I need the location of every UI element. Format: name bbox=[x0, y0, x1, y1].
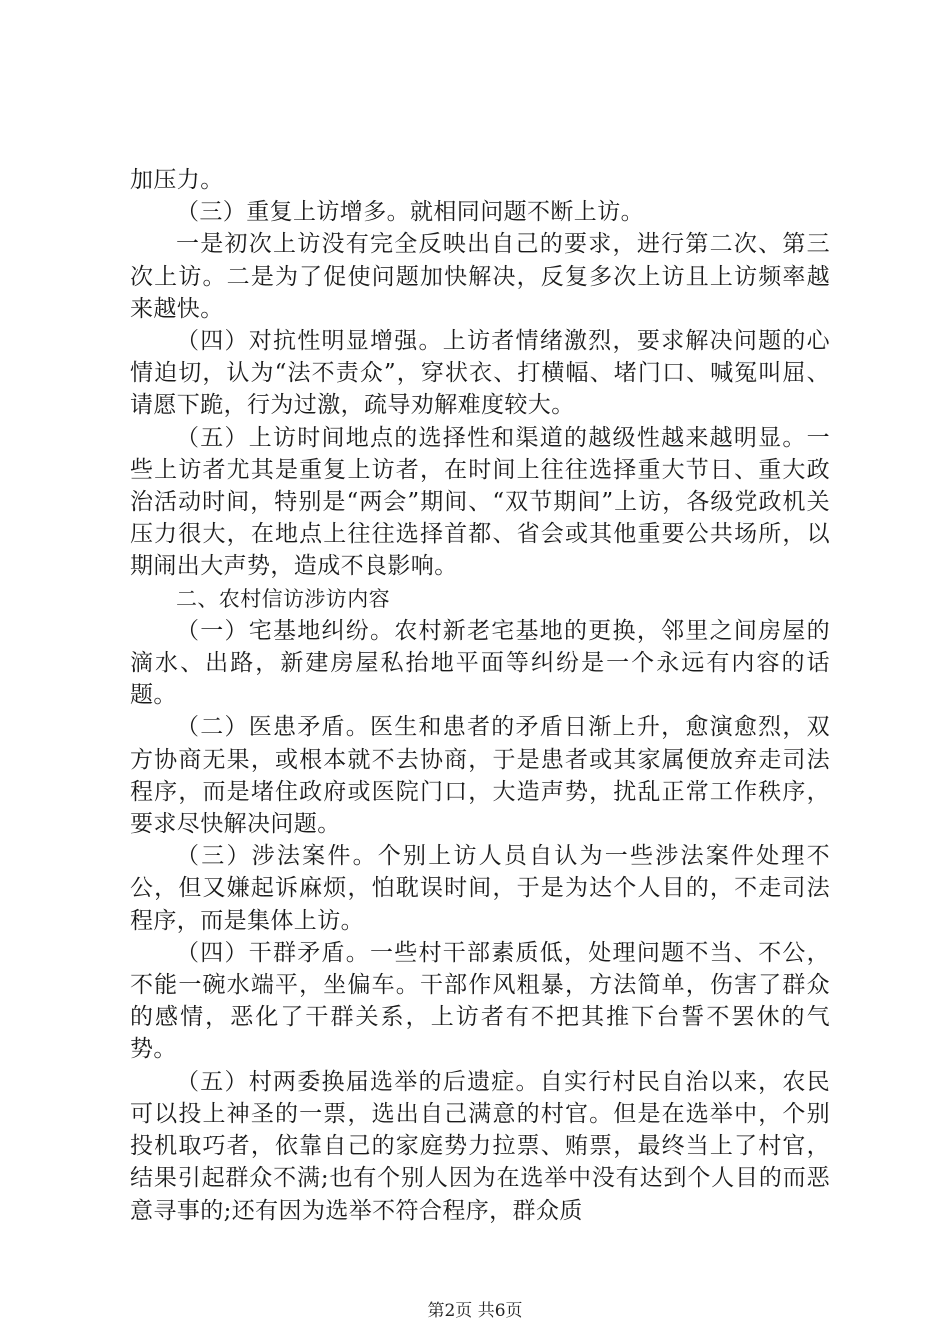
page-number: 第2页 共6页 bbox=[427, 1301, 523, 1321]
paragraph-repeat-reasons: 一是初次上访没有完全反映出自己的要求，进行第二次、第三次上访。二是为了促使问题加快解决，反复多次上访且上访频率越来越快。 bbox=[130, 231, 830, 322]
paragraph-election: （五）村两委换届选举的后遗症。自实行村民自治以来，农民可以投上神圣的一票，选出自己满意的村官。但是在选举中，个别投机取巧者，依靠自己的家庭势力拉票、贿票，最终当上了村官，结果引起群众不满;也有个别人因为在选举中没有达到个人目的而恶意寻事的;还有因为选举不符合程序，群众质 bbox=[130, 1068, 830, 1224]
paragraph-doctor-patient: （二）医患矛盾。医生和患者的矛盾日渐上升，愈演愈烈，双方协商无果，或根本就不去协商，于是患者或其家属便放弃走司法程序，而是堵住政府或医院门口，大造声势，扰乱正常工作秩序，要求尽快解决问题。 bbox=[130, 714, 830, 838]
paragraph-cadre-conflict: （四）干群矛盾。一些村干部素质低，处理问题不当、不公，不能一碗水端平，坐偏车。干部作风粗暴，方法简单，伤害了群众的感情，恶化了干群关系，上访者有不把其推下台誓不罢休的气势。 bbox=[130, 939, 830, 1063]
paragraph-legal-cases: （三）涉法案件。个别上访人员自认为一些涉法案件处理不公，但又嫌起诉麻烦，怕耽误时间，于是为达个人目的，不走司法程序，而是集体上访。 bbox=[130, 843, 830, 934]
paragraph-continuation: 加压力。 bbox=[130, 167, 224, 193]
section-heading: 二、农村信访涉访内容 bbox=[176, 586, 390, 611]
document-body bbox=[130, 164, 830, 1227]
paragraph-homestead: （一）宅基地纠纷。农村新老宅基地的更换，邻里之间房屋的滴水、出路，新建房屋私抬地平面等纠纷是一个永远有内容的话题。 bbox=[130, 617, 830, 709]
paragraph-time-place: （五）上访时间地点的选择性和渠道的越级性越来越明显。一些上访者尤其是重复上访者，在时间上往往选择重大节日、重大政治活动时间，特别是“两会”期间、“双节期间”上访，各级党政机关压力很大，在地点上往往选择首都、省会或其他重要公共场所，以期闹出大声势，造成不良影响。 bbox=[130, 424, 830, 580]
paragraph-confrontation: （四）对抗性明显增强。上访者情绪激烈，要求解决问题的心情迫切，认为“法不责众”，穿状衣、打横幅、堵门口、喊冤叫屈、请愿下跪，行为过激，疏导劝解难度较大。 bbox=[130, 328, 830, 419]
paragraph-repeat-petitions: （三）重复上访增多。就相同问题不断上访。 bbox=[176, 199, 644, 226]
